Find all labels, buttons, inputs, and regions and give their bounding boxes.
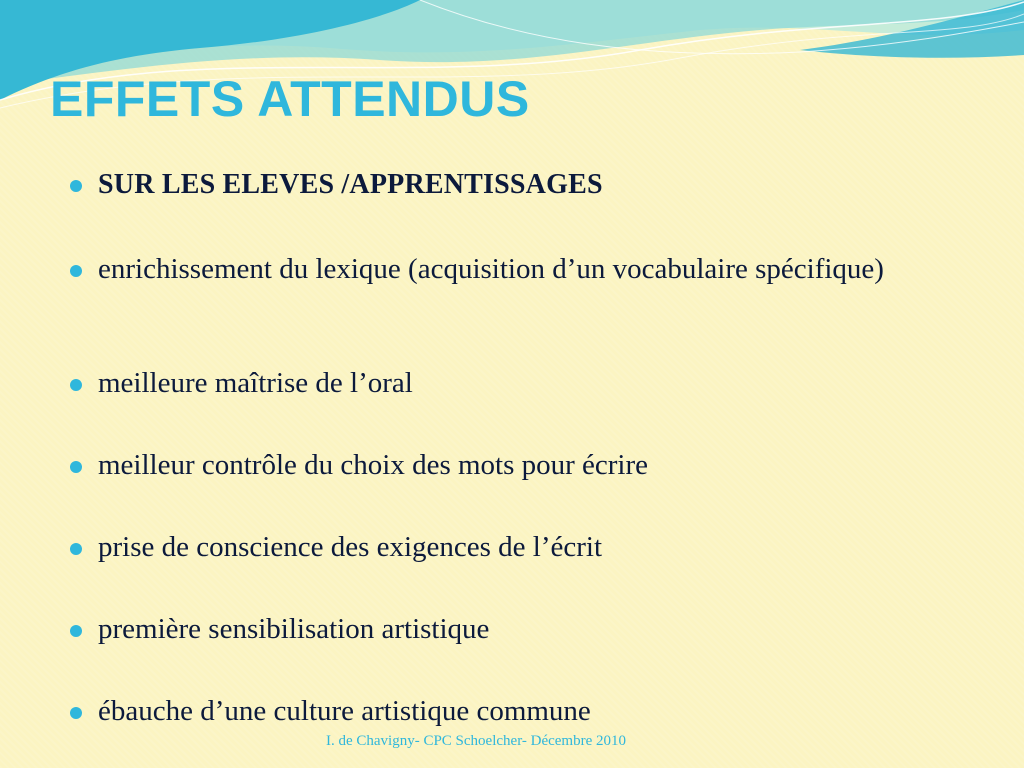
bullet-marker-icon xyxy=(70,707,82,719)
bullet-text: SUR LES ELEVES /APPRENTISSAGES xyxy=(98,169,603,200)
bullet-marker-icon xyxy=(70,180,82,192)
slide-title: EFFETS ATTENDUS xyxy=(50,71,530,127)
bullet-marker-icon xyxy=(70,379,82,391)
bullet-marker-icon xyxy=(70,461,82,473)
bullet-item xyxy=(70,253,970,286)
bullet-item xyxy=(70,449,970,482)
bullet-item xyxy=(70,613,970,646)
bullet-item xyxy=(70,531,970,564)
bullet-item xyxy=(70,168,970,201)
bullet-item xyxy=(70,367,970,400)
bullet-marker-icon xyxy=(70,543,82,555)
bullet-text: première sensibilisation artistique xyxy=(98,613,490,645)
bullet-text: meilleur contrôle du choix des mots pour écrire xyxy=(98,449,649,481)
bullet-item xyxy=(70,695,970,728)
bullet-marker-icon xyxy=(70,265,82,277)
bullet-text: ébauche d’une culture artistique commune xyxy=(98,695,591,727)
bullet-text: prise de conscience des exigences de l’écrit xyxy=(98,531,603,563)
bullet-text: meilleure maîtrise de l’oral xyxy=(98,367,413,399)
slide-footer: I. de Chavigny- CPC Schoelcher- Décembre 2010 xyxy=(325,733,627,749)
bullet-marker-icon xyxy=(70,625,82,637)
bullet-text: enrichissement du lexique (acquisition d’un vocabulaire spécifique) xyxy=(98,253,884,285)
